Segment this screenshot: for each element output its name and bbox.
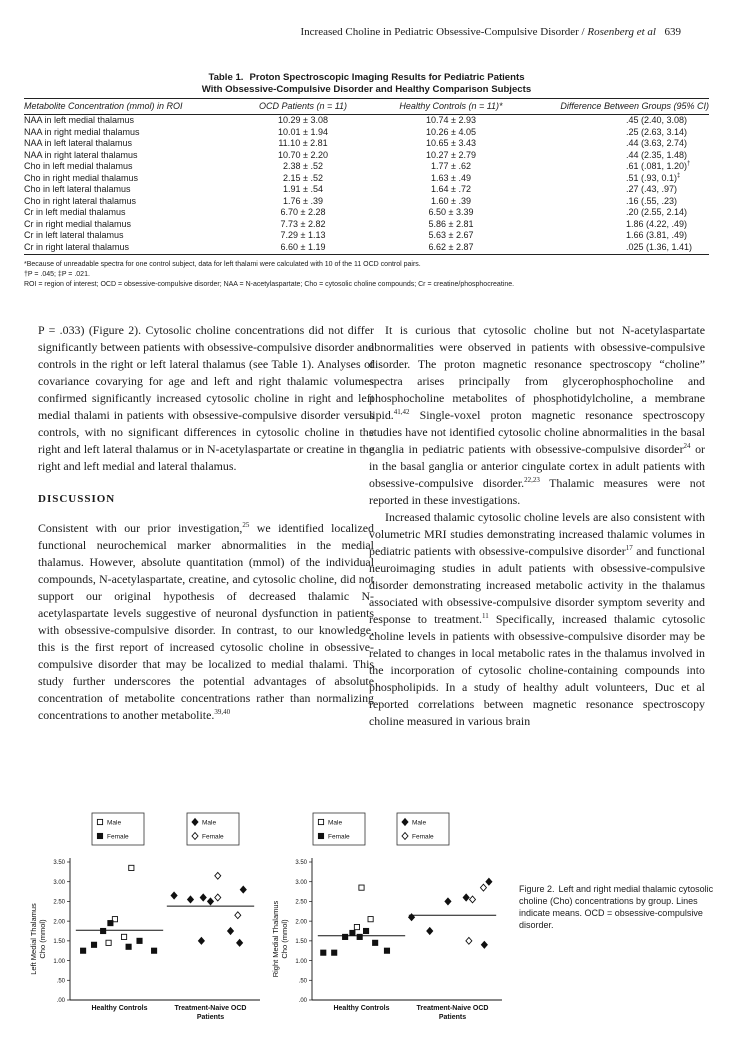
data-point	[137, 938, 142, 943]
y-tick-label: 2.00	[53, 919, 65, 926]
metabolite-cell: NAA in right lateral thalamus	[24, 149, 138, 160]
legend-label: Female	[107, 833, 129, 841]
data-point	[171, 892, 177, 899]
data-point	[215, 872, 221, 879]
data-point	[108, 921, 113, 926]
group-label: Treatment-Naive OCD	[174, 1005, 247, 1012]
header-ocd: OCD Patients (n = 11)	[234, 99, 372, 115]
table-title-line1: Proton Spectroscopic Imaging Results for Pediatric Patients	[249, 72, 525, 83]
data-point	[486, 878, 492, 885]
data-point	[151, 948, 156, 953]
difference-cell: .51 (.93, 0.1)‡	[626, 172, 681, 183]
data-point	[363, 928, 368, 933]
metabolite-cell: Cho in right lateral thalamus	[24, 195, 137, 206]
ocd-cell: 1.76 ± .39	[283, 195, 323, 206]
table-row	[24, 219, 709, 231]
difference-cell: .16 (.55, .23)	[626, 195, 678, 206]
table-notes	[24, 260, 709, 290]
y-axis-label: Right Medial Thalamus	[271, 900, 280, 978]
data-point	[427, 928, 433, 935]
controls-cell: 10.26 ± 4.05	[426, 126, 476, 137]
controls-cell: 10.74 ± 2.93	[426, 115, 476, 125]
figure-caption-text: Left and right medial thalamic cytosolic choline (Cho) concentrations by group. Lines indicate means. OCD = obsessive-compulsive disorder.	[519, 884, 714, 930]
y-tick-label: .00	[56, 998, 65, 1005]
controls-cell: 1.64 ± .72	[431, 184, 471, 194]
y-tick-label: 2.00	[295, 919, 307, 926]
citation: 17	[625, 544, 633, 553]
section-heading: DISCUSSION	[38, 493, 116, 505]
difference-cell: .20 (2.55, 2.14)	[626, 207, 688, 217]
y-tick-label: .50	[298, 978, 307, 985]
data-point	[126, 944, 131, 949]
data-point	[208, 898, 214, 905]
difference-cell: .44 (3.63, 2.74)	[626, 138, 688, 148]
header-controls: Healthy Controls (n = 11)*	[372, 99, 530, 115]
ocd-cell: 10.01 ± 1.94	[278, 126, 328, 137]
y-tick-label: 1.50	[295, 939, 307, 946]
running-head-title: Increased Choline in Pediatric Obsessive-Compulsive Disorder / Rosenberg et al	[300, 26, 656, 38]
table-row	[24, 138, 709, 150]
table-row	[24, 127, 709, 139]
citation: 11	[481, 612, 489, 621]
table-row	[24, 207, 709, 219]
table-body	[24, 115, 709, 255]
y-tick-label: 1.00	[53, 958, 65, 965]
data-point	[121, 934, 126, 939]
data-point	[198, 937, 204, 944]
table-row	[24, 230, 709, 242]
y-tick-label: 1.50	[53, 939, 65, 946]
ocd-cell: 10.29 ± 3.08	[278, 115, 328, 125]
metabolite-cell: Cho in right medial thalamus	[24, 172, 139, 183]
table-row	[24, 242, 709, 255]
legend-label: Female	[202, 833, 224, 841]
table-1	[24, 72, 709, 290]
ocd-cell: 6.60 ± 1.19	[234, 242, 372, 255]
paragraph: P = .033) (Figure 2). Cytosolic choline concentrations did not differ significantly between patients with obsessive-compulsive disorder and controls in the right or left lateral thalamus (see Table 1). Analyses of covariance covarying for age and left and right thalamic volumes confirmed significantly increased cytosolic choline in right and left medial thalami in patients with obsessive-compulsive disorder versus controls, with no significant differences in cytosolic choline in the right and left lateral thalamus or in N-acetylaspartate or creatine in the right and left medial and lateral thalamus.	[38, 323, 374, 473]
metabolite-cell: NAA in left lateral thalamus	[24, 138, 133, 148]
data-point	[481, 941, 487, 948]
ocd-cell: 6.70 ± 2.28	[280, 207, 326, 217]
data-point	[101, 928, 106, 933]
table-row	[24, 161, 709, 173]
legend-label: Male	[107, 819, 122, 827]
controls-cell: 6.50 ± 3.39	[428, 207, 474, 217]
data-point	[81, 948, 86, 953]
ocd-cell: 11.10 ± 2.81	[278, 138, 328, 148]
difference-cell: 1.86 (4.22, .49)	[626, 218, 688, 229]
metabolite-cell: Cr in left medial thalamus	[24, 207, 126, 217]
ocd-cell: 7.73 ± 2.82	[280, 218, 326, 229]
difference-cell: .25 (2.63, 3.14)	[626, 126, 688, 137]
y-axis-label: Left Medial Thalamus	[29, 903, 38, 975]
legend-label: Male	[328, 819, 343, 827]
controls-cell: 10.65 ± 3.43	[426, 138, 476, 148]
citation: 41,42	[393, 408, 410, 417]
ocd-cell: 7.29 ± 1.13	[280, 230, 326, 240]
data-point	[466, 937, 472, 944]
significance-marker: ‡	[677, 172, 681, 179]
legend-marker	[318, 833, 323, 838]
table-note-3: ROI = region of interest; OCD = obsessive-compulsive disorder; NAA = N-acetylaspartate; Cho = cytosolic choline compounds; Cr = creatine/phosphocreatine.	[24, 281, 515, 288]
paragraph: It is curious that cytosolic choline but not N-acetylaspartate abnormalities were observed in patients with obsessive-compulsive disorder. The proton magnetic resonance spectroscopy “choline” spectra arises principally from glycerophosphocholine and phosphocholine metabolites of phosphotidylcholine, a membrane lipid.$^{41,42}$ Single-voxel proton magnetic resonance spectroscopy studies have not identified cytosolic choline abnormalities in the basal ganglia in pediatric patients with obsessive-compulsive disorder$^{24}$ or in the basal ganglia or anterior cingulate cortex in adult patients with obsessive-compulsive disorder.$^{22,23}$ Thalamic measures were not reported in these investigations.	[369, 323, 705, 507]
y-tick-label: .50	[56, 978, 65, 985]
metabolite-cell: NAA in left medial thalamus	[24, 115, 135, 125]
data-point	[106, 940, 111, 945]
page-number: 639	[664, 26, 681, 38]
controls-cell: 1.63 ± .49	[431, 172, 471, 183]
table-row	[24, 196, 709, 208]
difference-cell: .025 (1.36, 1.41)	[530, 242, 709, 255]
legend-marker	[97, 833, 102, 838]
citation: 24	[683, 442, 691, 451]
legend-label: Male	[412, 819, 427, 827]
data-point	[228, 928, 234, 935]
y-axis-label: Cho (mmol)	[38, 919, 47, 959]
group-label: Healthy Controls	[333, 1005, 390, 1012]
metabolite-cell: Cho in left lateral thalamus	[24, 184, 131, 194]
data-point	[463, 894, 469, 901]
significance-marker: †	[687, 161, 691, 167]
paragraph: Increased thalamic cytosolic choline levels are also consistent with volumetric MRI studies demonstrating increased thalamic volumes in pediatric patients with obsessive-compulsive disorder$^{17}$ and functional neuroimaging studies in adult patients with obsessive-compulsive disorder demonstrating increased metabolic activity in the thalamus associated with obsessive-compulsive disorder symptom severity and response to treatment.$^{11}$ Specifically, increased thalamic cytosolic choline levels in patients with obsessive-compulsive disorder may be related to changes in local metabolic rates in the thalamus involved in the incorporation of cytosolic choline-containing compounds into phospholipids. In a study of healthy adult volunteers, Duc et al reported correlations between magnetic resonance spectroscopy choline measured in various brain	[369, 510, 705, 728]
data-point	[343, 934, 348, 939]
data-point	[91, 942, 96, 947]
ocd-cell: 1.91 ± .54	[283, 184, 323, 194]
y-tick-label: 3.00	[295, 879, 307, 886]
difference-cell: .27 (.43, .97)	[626, 184, 678, 194]
y-tick-label: 1.00	[295, 958, 307, 965]
y-tick-label: 3.00	[53, 879, 65, 886]
controls-cell: 1.60 ± .39	[431, 195, 471, 206]
figure-label: Figure 2.	[519, 884, 555, 894]
table-row	[24, 115, 709, 127]
difference-cell: 1.66 (3.81, .49)	[626, 230, 688, 240]
data-point	[470, 896, 476, 903]
legend-marker	[97, 819, 102, 824]
table-header-row	[24, 99, 709, 115]
y-tick-label: 2.50	[53, 899, 65, 906]
citation: 39,40	[214, 708, 231, 717]
body-column-left	[38, 322, 374, 724]
ocd-cell: 2.15 ± .52	[283, 172, 323, 183]
group-label: Treatment-Naive OCD	[416, 1005, 489, 1012]
y-tick-label: 2.50	[295, 899, 307, 906]
data-point	[129, 865, 134, 870]
data-point	[480, 884, 486, 891]
legend-label: Male	[202, 819, 217, 827]
metabolite-cell: NAA in right medial thalamus	[24, 126, 140, 137]
data-point	[445, 898, 451, 905]
table-title-line2: With Obsessive-Compulsive Disorder and Healthy Comparison Subjects	[201, 84, 532, 95]
data-point	[187, 896, 193, 903]
body-column-right	[369, 322, 705, 730]
table-row	[24, 150, 709, 162]
data-point	[240, 886, 246, 893]
controls-cell: 5.86 ± 2.81	[428, 218, 474, 229]
legend-marker	[318, 819, 323, 824]
paragraph: Consistent with our prior investigation,$^{25}$ we identified localized functional neurochemical marker abnormalities in the medial thalamus. However, absolute quantitation (mmol) of the individual compounds, N-acetylaspartate, creatine, and cytosolic choline, did not support our original hypothesis of decreased thalamic N-acetylaspartate levels suggestive of neuronal dysfunction in patients with obsessive-compulsive disorder. In contrast, to our knowledge, this is the first report of increased cytosolic choline in obsessive-compulsive disorder that may be localized to medial thalami. This study further underscores the potential advantages of absolute concentration of metabolite concentrations rather than normalizing concentrations to another metabolite.$^{39,40}$	[38, 521, 374, 722]
y-tick-label: 3.50	[295, 860, 307, 867]
group-label: Healthy Controls	[91, 1005, 148, 1012]
data-point	[200, 894, 206, 901]
data-point	[373, 940, 378, 945]
table-label: Table 1.	[208, 72, 244, 83]
controls-cell: 10.27 ± 2.79	[426, 149, 476, 160]
citation: 25	[242, 521, 250, 530]
table-row	[24, 173, 709, 185]
metabolite-cell: Cr in right medial thalamus	[24, 218, 132, 229]
y-axis-label: Cho (mmol)	[280, 919, 289, 959]
table-caption	[24, 72, 709, 96]
header-metabolite: Metabolite Concentration (mmol) in ROI	[24, 99, 234, 115]
controls-cell: 6.62 ± 2.87	[372, 242, 530, 255]
data-point	[384, 948, 389, 953]
table-note-2: †P = .045; ‡P = .021.	[24, 271, 90, 278]
difference-cell: .45 (2.40, 3.08)	[626, 115, 688, 125]
difference-cell: .44 (2.35, 1.48)	[626, 149, 688, 160]
data-point	[359, 885, 364, 890]
data-point	[321, 950, 326, 955]
data-point	[215, 894, 221, 901]
data-point	[350, 930, 355, 935]
data-point	[354, 924, 359, 929]
metabolite-cell: Cho in left medial thalamus	[24, 161, 133, 171]
controls-cell: 1.77 ± .62	[431, 161, 471, 171]
metabolite-cell: Cr in right lateral thalamus	[24, 242, 234, 255]
legend-label: Female	[328, 833, 350, 841]
y-tick-label: .00	[298, 998, 307, 1005]
table-note-1: *Because of unreadable spectra for one control subject, data for left thalami were calculated with 10 of the 11 OCD control pairs.	[24, 261, 421, 268]
results-table	[24, 98, 709, 255]
legend-label: Female	[412, 833, 434, 841]
data-point	[235, 912, 241, 919]
y-tick-label: 3.50	[53, 860, 65, 867]
running-head-authors: Rosenberg et al	[587, 26, 656, 38]
difference-cell: .61 (.081, 1.20)†	[626, 161, 691, 171]
data-point	[368, 917, 373, 922]
group-label: Patients	[438, 1014, 467, 1021]
figure-caption	[519, 883, 725, 931]
table-row	[24, 184, 709, 196]
running-head	[0, 26, 751, 42]
group-label: Patients	[196, 1014, 225, 1021]
data-point	[357, 934, 362, 939]
header-difference: Difference Between Groups (95% CI)	[530, 99, 709, 115]
citation: 22,23	[524, 476, 540, 485]
ocd-cell: 2.38 ± .52	[283, 161, 323, 171]
data-point	[237, 939, 243, 946]
data-point	[332, 950, 337, 955]
metabolite-cell: Cr in left lateral thalamus	[24, 230, 124, 240]
controls-cell: 5.63 ± 2.67	[428, 230, 474, 240]
ocd-cell: 10.70 ± 2.20	[278, 149, 328, 160]
